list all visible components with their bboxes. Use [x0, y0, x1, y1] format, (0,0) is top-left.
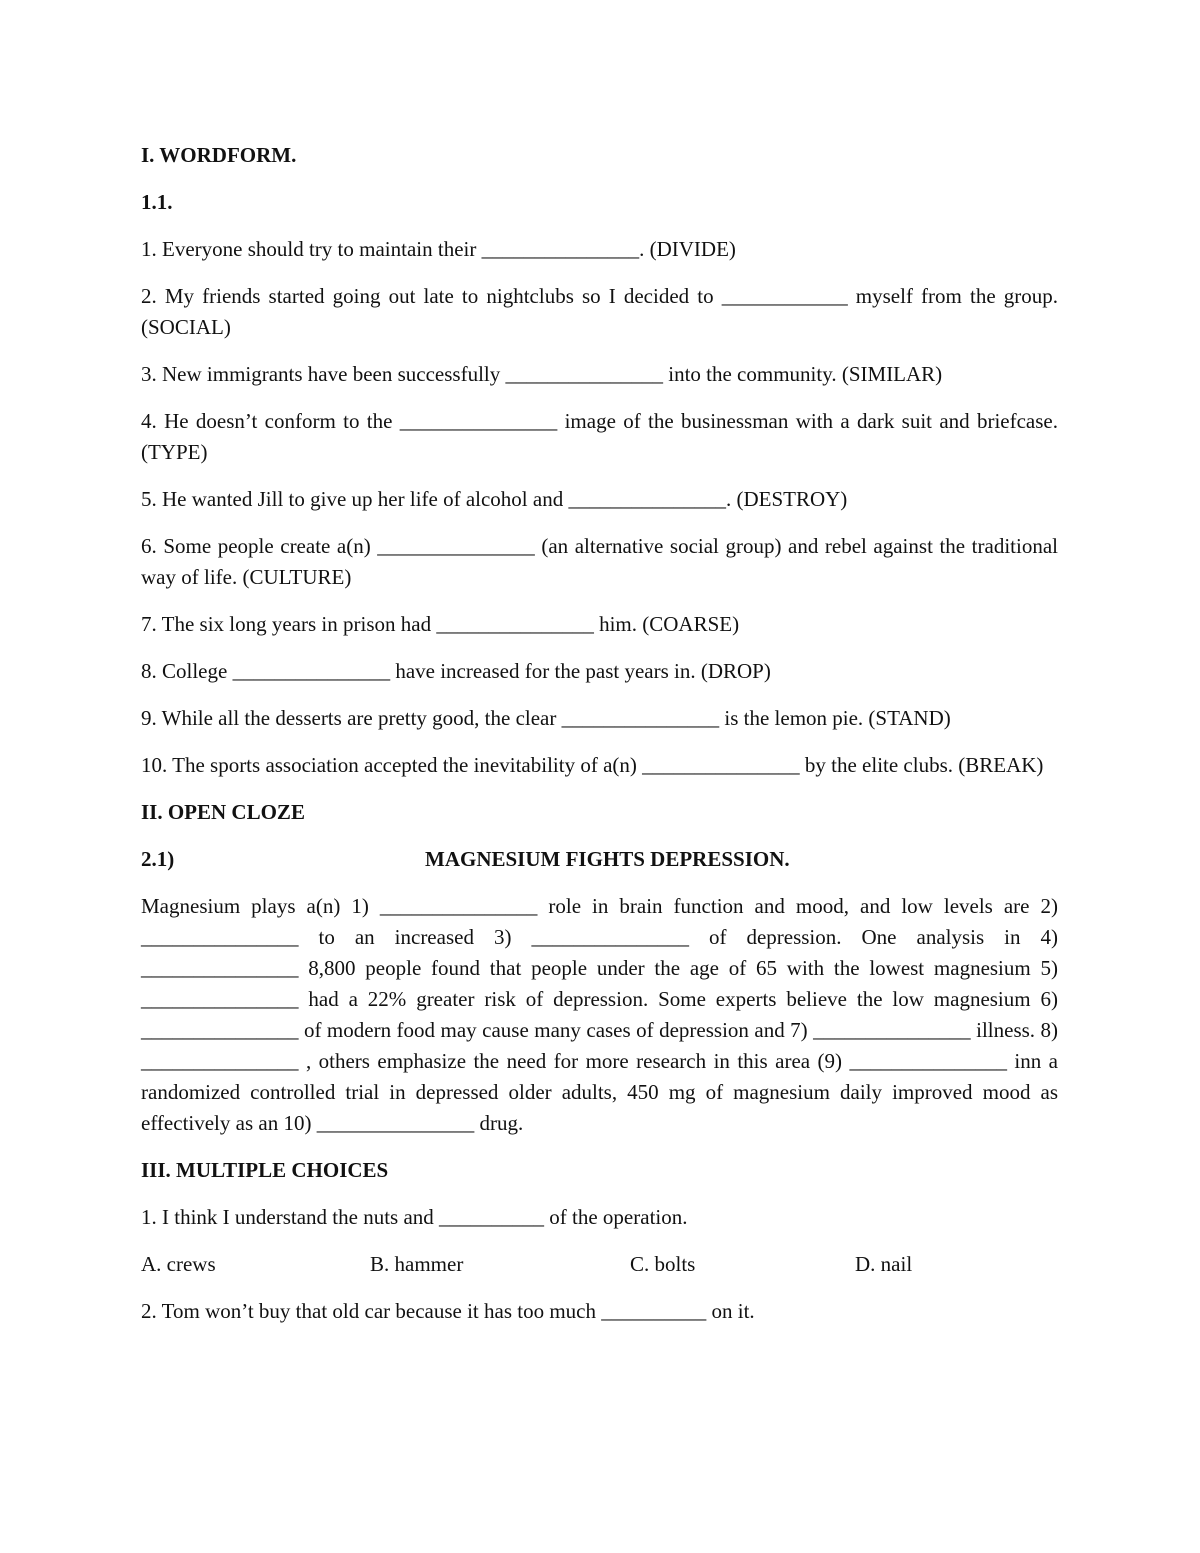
- mc-question-1-options: [141, 1249, 1058, 1280]
- mc-option-b: B. hammer: [370, 1252, 464, 1276]
- wordform-item-7: 7. The six long years in prison had _______________ him. (COARSE): [141, 612, 740, 636]
- section-1-subheading: 1.1.: [141, 190, 173, 214]
- section-3-heading: III. MULTIPLE CHOICES: [141, 1158, 389, 1182]
- wordform-item-9: 9. While all the desserts are pretty good, the clear _______________ is the lemon pie. (STAND): [141, 706, 951, 730]
- wordform-item-5: 5. He wanted Jill to give up her life of alcohol and _______________. (DESTROY): [141, 487, 848, 511]
- wordform-item-3: 3. New immigrants have been successfully _______________ into the community. (SIMILAR): [141, 362, 943, 386]
- mc-option-a: A. crews: [141, 1252, 216, 1276]
- mc-option-d: D. nail: [855, 1252, 913, 1276]
- wordform-item-6: 6. Some people create a(n) _______________ (an alternative social group) and rebel against the traditional way of life. (CULTURE): [141, 534, 1058, 589]
- wordform-item-10: 10. The sports association accepted the inevitability of a(n) _______________ by the elite clubs. (BREAK): [141, 753, 1044, 777]
- mc-option-c: C. bolts: [630, 1252, 696, 1276]
- wordform-item-4: 4. He doesn’t conform to the _______________ image of the businessman with a dark suit and briefcase. (TYPE): [141, 409, 1058, 464]
- wordform-item-8: 8. College _______________ have increased for the past years in. (DROP): [141, 659, 771, 683]
- mc-question-2: 2. Tom won’t buy that old car because it has too much __________ on it.: [141, 1299, 755, 1323]
- cloze-passage: Magnesium plays a(n) 1) _______________ role in brain function and mood, and low levels are 2) _______________ to an increased 3) _______________ of depression. One analysis in 4) _______________ 8,800 people found that people under the age of 65 with the lowest magnesium 5) _______________ had a 22% greater risk of depression. Some experts believe the low magnesium 6) _______________ of modern food may cause many cases of depression and 7) _______________ illness. 8) _______________ , others emphasize the need for more research in this area (9) _______________ inn a randomized controlled trial in depressed older adults, 450 mg of magnesium daily improved mood as effectively as an 10) _______________ drug.: [141, 894, 1058, 1135]
- cloze-number: 2.1): [141, 847, 175, 871]
- worksheet-page: [141, 140, 1058, 1343]
- section-1-heading: I. WORDFORM.: [141, 143, 297, 167]
- cloze-title-row: [141, 844, 1058, 875]
- wordform-item-2: 2. My friends started going out late to nightclubs so I decided to ____________ myself from the group. (SOCIAL): [141, 284, 1058, 339]
- cloze-title: MAGNESIUM FIGHTS DEPRESSION.: [425, 847, 790, 871]
- section-2-heading: II. OPEN CLOZE: [141, 800, 305, 824]
- wordform-item-1: 1. Everyone should try to maintain their _______________. (DIVIDE): [141, 237, 736, 261]
- mc-question-1: 1. I think I understand the nuts and __________ of the operation.: [141, 1205, 688, 1229]
